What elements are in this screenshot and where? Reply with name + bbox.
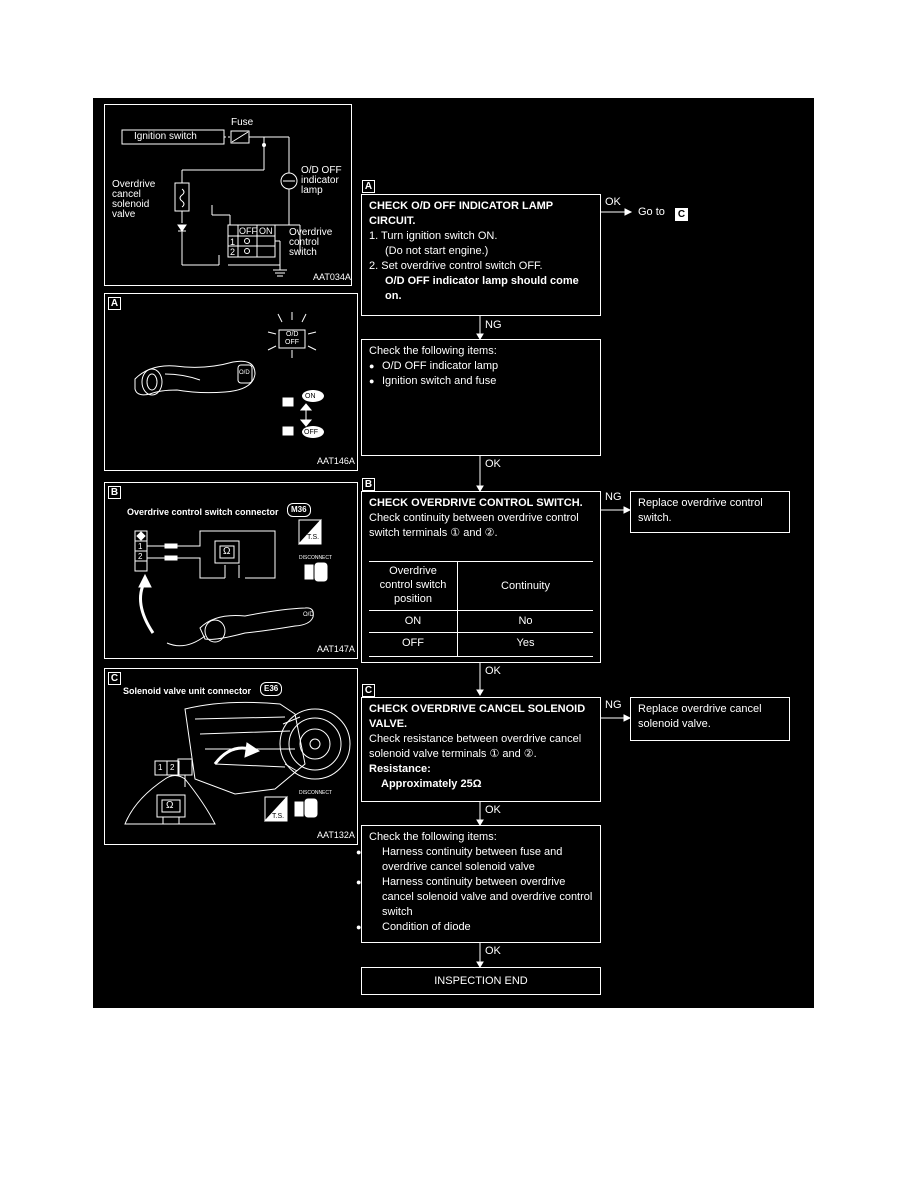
table-header-off: OFF [239, 226, 257, 236]
pin-2: 2 [170, 763, 175, 772]
panel-c-title: Solenoid valve unit connector [123, 686, 252, 696]
solenoid-label-2: cancel [112, 189, 141, 200]
ohm-symbol: Ω [223, 546, 231, 557]
step-a-item-3: 2. Set overdrive control switch OFF. [369, 260, 543, 272]
resistance-label: Resistance: [369, 763, 431, 775]
lamp-text-2: OFF [285, 339, 299, 346]
switch-label-2: control [289, 237, 320, 248]
table-cell: Yes [516, 637, 535, 649]
connector-m36: M36 [287, 503, 311, 517]
solenoid-label-3: solenoid [112, 199, 150, 210]
step-c-ng-box [630, 697, 790, 741]
step-a-letter: A [362, 180, 375, 193]
step-b-ng-action: Replace overdrive control switch. [638, 497, 763, 524]
step-b-title: CHECK OVERDRIVE CONTROL SWITCH. [369, 497, 583, 509]
figure-code: AAT034A [313, 272, 351, 282]
step-a-item-2: (Do not start engine.) [385, 245, 489, 257]
pin-1: 1 [158, 763, 163, 772]
figure-code: AAT132A [317, 830, 355, 840]
step-b-ng: NG [605, 491, 622, 503]
goto-text: Go to [638, 206, 665, 218]
check-2-box [361, 825, 601, 943]
lamp-label-2: indicator [301, 175, 339, 186]
lever-button-text: O/D [239, 370, 250, 376]
check-2-ok: OK [485, 945, 501, 957]
table-row-1: 1 [230, 237, 236, 247]
connector-e36: E36 [260, 682, 282, 696]
check-1-ok: OK [485, 458, 501, 470]
inspection-end-label: INSPECTION END [434, 975, 528, 987]
table-header-position: Overdrive control switch position [379, 565, 447, 605]
switch-label-1: Overdrive [289, 227, 333, 238]
step-c-ok: OK [485, 804, 501, 816]
step-a-result: O/D OFF indicator lamp should come on. [385, 275, 579, 302]
step-c-ng-action: Replace overdrive cancel solenoid valve. [638, 703, 762, 730]
panel-c-letter: C [108, 672, 121, 685]
step-b-body: Check continuity between overdrive control switch terminals ① and ②. [369, 512, 579, 539]
figure-code: AAT147A [317, 644, 355, 654]
ts-label: T.S. [307, 534, 320, 541]
pin-1: 1 [138, 542, 143, 551]
table-row-2: 2 [230, 247, 236, 257]
check-2-item: ● Harness continuity between overdrive cancel solenoid valve and overdrive control switch [369, 875, 593, 920]
lamp-text-1: O/D [286, 331, 299, 338]
step-c-ng: NG [605, 699, 622, 711]
resistance-value: Approximately 25Ω [381, 778, 482, 790]
step-b-letter: B [362, 478, 375, 491]
solenoid-label-1: Overdrive [112, 179, 156, 190]
ts-label: T.S. [272, 813, 285, 820]
check-1-item: ● O/D OFF indicator lamp [369, 359, 593, 374]
step-a-item-1: 1. Turn ignition switch ON. [369, 230, 498, 242]
inspection-end-box [361, 967, 601, 995]
check-2-item: ● Condition of diode [369, 920, 593, 935]
solenoid-label-4: valve [112, 209, 136, 220]
switch-label-3: switch [289, 247, 317, 258]
table-cell: ON [404, 615, 422, 627]
off-label: OFF [304, 429, 318, 436]
table-header-continuity: Continuity [501, 580, 550, 592]
panel-b-letter: B [108, 486, 121, 499]
pin-2: 2 [138, 552, 143, 561]
lamp-label-3: lamp [301, 185, 323, 196]
check-1-heading: Check the following items: [369, 345, 497, 357]
panel-a-letter: A [108, 297, 121, 310]
step-a-ok: OK [605, 196, 621, 208]
table-cell: OFF [402, 637, 424, 649]
lamp-label-1: O/D OFF [301, 165, 342, 176]
fuse-label: Fuse [231, 117, 254, 128]
table-header-on: ON [259, 226, 273, 236]
disconnect-label: DISCONNECT [299, 555, 333, 561]
on-label: ON [305, 393, 316, 400]
step-b-ok: OK [485, 665, 501, 677]
step-a-ng: NG [485, 319, 502, 331]
goto-letter: C [675, 208, 688, 221]
step-c-body: Check resistance between overdrive cancel solenoid valve terminals ① and ②. [369, 733, 582, 760]
lever-button-text: O/D [303, 612, 314, 618]
step-c-box [361, 697, 601, 802]
disconnect-label: DISCONNECT [299, 790, 333, 796]
check-1-box [361, 339, 601, 456]
figure-code: AAT146A [317, 456, 355, 466]
step-a-title: CHECK O/D OFF INDICATOR LAMP CIRCUIT. [369, 200, 553, 227]
panel-b-title: Overdrive control switch connector [127, 507, 279, 517]
step-c-title: CHECK OVERDRIVE CANCEL SOLENOID VALVE. [369, 703, 586, 730]
step-c-letter: C [362, 684, 375, 697]
ohm-symbol: Ω [166, 800, 174, 811]
step-a-box [361, 194, 601, 316]
diagram-sheet [93, 98, 814, 1008]
continuity-table [369, 561, 593, 657]
check-1-item: ● Ignition switch and fuse [369, 374, 593, 389]
check-2-heading: Check the following items: [369, 831, 497, 843]
table-cell: No [518, 615, 533, 627]
ignition-switch-label: Ignition switch [134, 131, 197, 142]
step-b-ng-box [630, 491, 790, 533]
check-2-item: ● Harness continuity between fuse and overdrive cancel solenoid valve [369, 845, 593, 875]
